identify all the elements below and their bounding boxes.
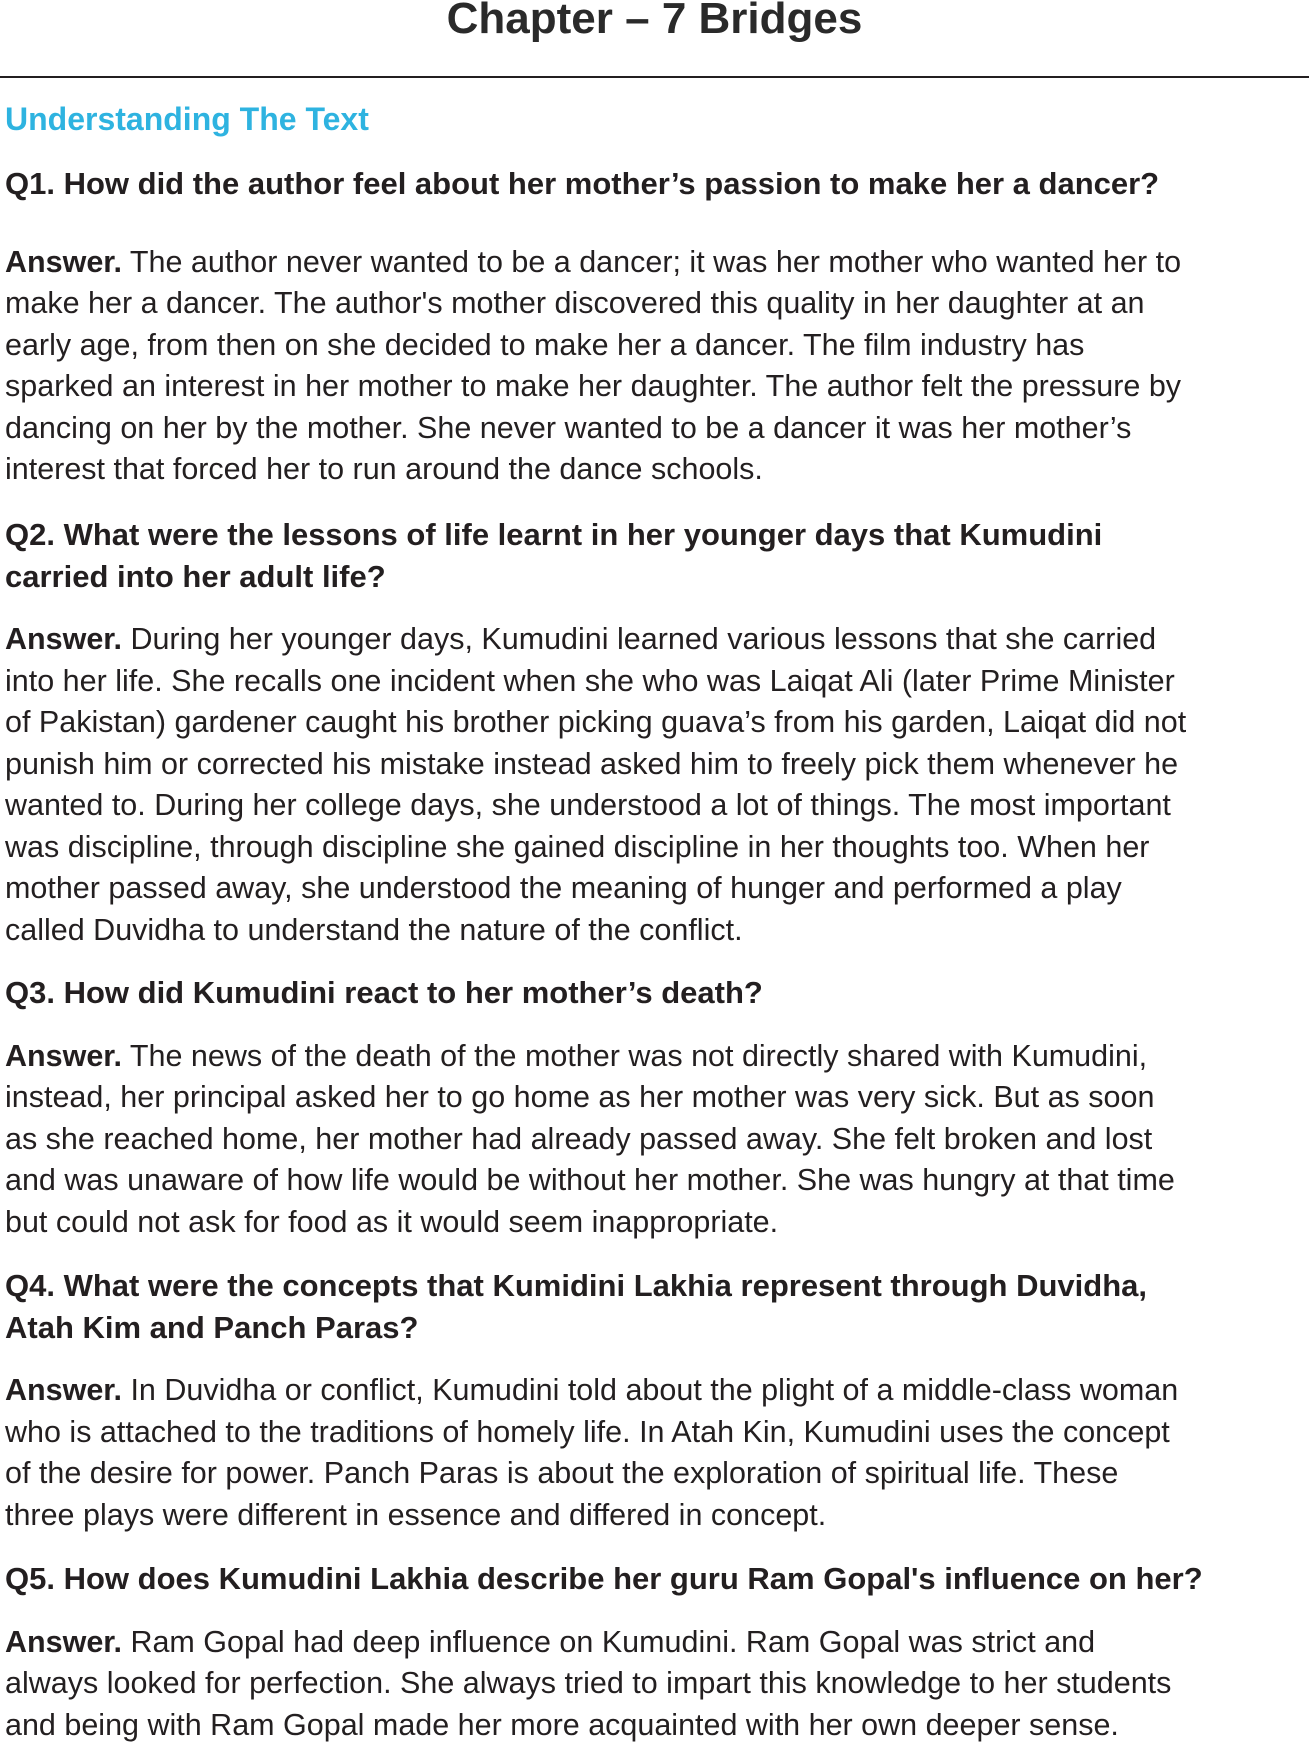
answer-5-text: Ram Gopal had deep influence on Kumudini. Ram Gopal was strict and always looked for perfection. She always tried to impart this knowledge to her students and being with Ram Gopal made her more acquainted with her own deeper sense. xyxy=(5,1625,1171,1742)
answer-label: Answer. xyxy=(5,1039,122,1073)
question-1: Q1. How did the author feel about her mother’s passion to make her a dancer? xyxy=(5,163,1303,205)
answer-1 xyxy=(5,242,1303,491)
answer-2 xyxy=(5,619,1303,951)
answer-4-text: In Duvidha or conflict, Kumudini told about the plight of a middle-class woman who is attached to the traditions of homely life. In Atah Kin, Kumudini uses the concept of the desire for power. Panch Paras is about the exploration of spiritual life. These three plays were different in essence and differed in concept. xyxy=(5,1373,1178,1532)
qa-item-1 xyxy=(5,163,1303,491)
answer-2-text: During her younger days, Kumudini learned various lessons that she carried into her life. She recalls one incident when she who was Laiqat Ali (later Prime Minister of Pakistan) gardener caught his brother picking guava’s from his garden, Laiqat did not punish him or corrected his mistake instead asked him to freely pick them whenever he wanted to. During her college days, she understood a lot of things. The most important was discipline, through discipline she gained discipline in her thoughts too. When her mother passed away, she understood the meaning of hunger and performed a play called Duvidha to understand the nature of the conflict. xyxy=(5,622,1186,947)
answer-label: Answer. xyxy=(5,622,122,656)
page-title: Chapter – 7 Bridges xyxy=(0,0,1309,46)
question-2: Q2. What were the lessons of life learnt in her younger days that Kumudini carried into her adult life? xyxy=(5,514,1303,597)
qa-item-5 xyxy=(5,1558,1303,1746)
qa-item-3 xyxy=(5,972,1303,1243)
answer-3 xyxy=(5,1036,1303,1244)
answer-1-text: The author never wanted to be a dancer; it was her mother who wanted her to make her a dancer. The author's mother discovered this quality in her daughter at an early age, from then on she decided to make her a dancer. The film industry has sparked an interest in her mother to make her daughter. The author felt the pressure by dancing on her by the mother. She never wanted to be a dancer it was her mother’s interest that forced her to run around the dance schools. xyxy=(5,245,1181,487)
question-4: Q4. What were the concepts that Kumidini Lakhia represent through Duvidha, Atah Kim and Panch Paras? xyxy=(5,1265,1303,1348)
qa-item-2 xyxy=(5,514,1303,951)
answer-4 xyxy=(5,1370,1303,1536)
answer-label: Answer. xyxy=(5,245,122,279)
title-divider xyxy=(0,76,1309,78)
answer-label: Answer. xyxy=(5,1373,122,1407)
qa-item-4 xyxy=(5,1265,1303,1536)
answer-label: Answer. xyxy=(5,1625,122,1659)
answer-3-text: The news of the death of the mother was not directly shared with Kumudini, instead, her principal asked her to go home as her mother was very sick. But as soon as she reached home, her mother had already passed away. She felt broken and lost and was unaware of how life would be without her mother. She was hungry at that time but could not ask for food as it would seem inappropriate. xyxy=(5,1039,1175,1239)
answer-5 xyxy=(5,1622,1303,1746)
section-heading: Understanding The Text xyxy=(5,99,369,139)
question-5: Q5. How does Kumudini Lakhia describe her guru Ram Gopal's influence on her? xyxy=(5,1558,1303,1600)
question-3: Q3. How did Kumudini react to her mother’s death? xyxy=(5,972,1303,1014)
